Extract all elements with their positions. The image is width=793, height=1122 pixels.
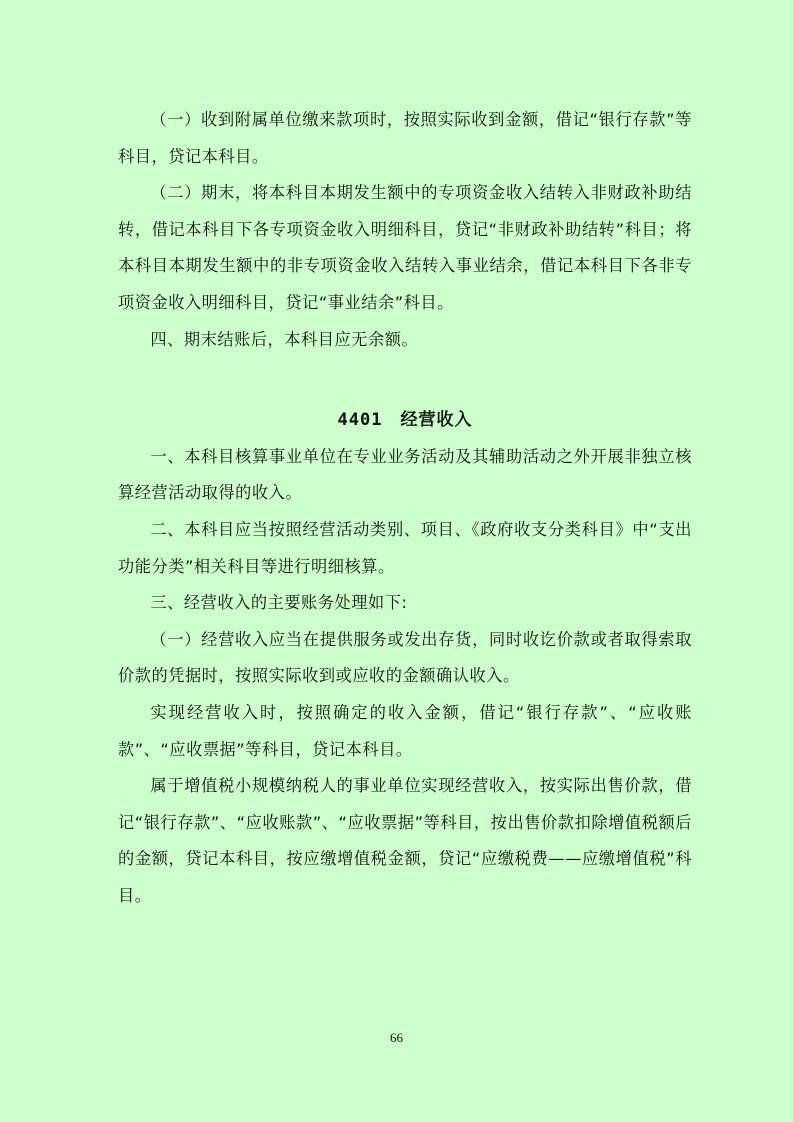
page-number: 66 [390,1030,403,1045]
paragraph-no-balance: 四、期末结账后，本科目应无余额。 [150,329,419,349]
page-content [118,102,692,914]
paragraph-realize-income: 实现经营收入时，按照确定的收入金额，借记“银行存款”、“应收账款”、“应收票据”等科目，贷记本科目。 [118,702,692,759]
section-heading [118,402,692,439]
account-code: 4401 [337,410,383,431]
paragraph-recognition: （一）经营收入应当在提供服务或发出存货，同时收讫价款或者取得索取价款的凭据时，按照实际收到或应收的金额确认收入。 [118,629,692,686]
paragraph-small-taxpayer: 属于增值税小规模纳税人的事业单位实现经营收入，按实际出售价款，借记“银行存款”、“应收账款”、“应收票据”等科目，按出售价款扣除增值税额后的金额，贷记本科目，按应缴增值税金额，贷记“应缴税费——应缴增值税”科目。 [118,776,692,905]
paragraph-period-end-transfer: （二）期末，将本科目本期发生额中的专项资金收入结转入非财政补助结转，借记本科目下各专项资金收入明细科目，贷记“非财政补助结转”科目；将本科目本期发生额中的非专项资金收入结转入事业结余，借记本科目下各非专项资金收入明细科目，贷记“事业结余”科目。 [118,183,692,312]
paragraph-detail-accounting: 二、本科目应当按照经营活动类别、项目、《政府收支分类科目》中“支出功能分类”相关科目等进行明细核算。 [118,519,692,576]
section-gap [118,358,692,402]
paragraph-receive-affiliate: （一）收到附属单位缴来款项时，按照实际收到金额，借记“银行存款”等科目，贷记本科目。 [118,110,692,166]
paragraph-main-entries: 三、经营收入的主要账务处理如下: [150,593,408,613]
account-title: 经营收入 [400,410,473,431]
paragraph-scope: 一、本科目核算事业单位在专业业务活动及其辅助活动之外开展非独立核算经营活动取得的收入。 [118,446,692,503]
